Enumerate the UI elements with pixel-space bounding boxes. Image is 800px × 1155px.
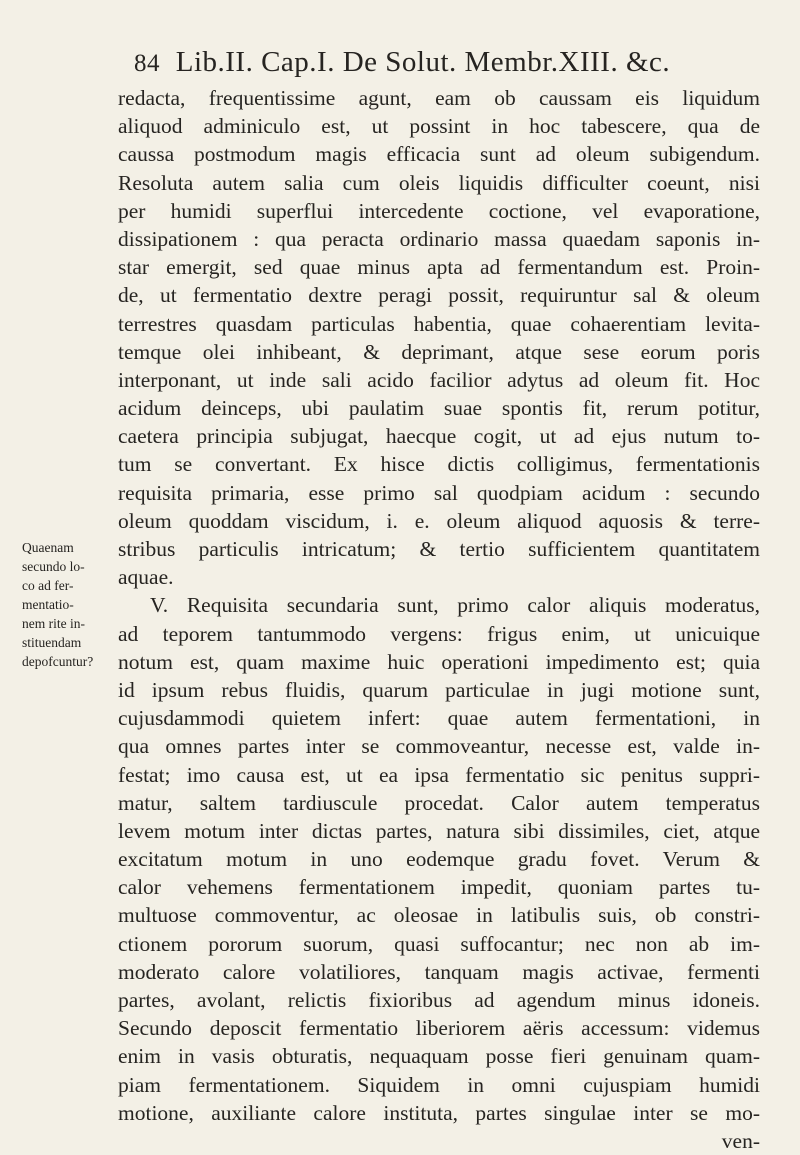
text-line: de, ut fermentatio dextre peragi possit, requiruntur sal & oleum <box>118 283 760 308</box>
page-number: 84 <box>134 50 160 77</box>
text-line: calor vehemens fermentationem impedit, quoniam partes tu- <box>118 875 760 900</box>
text-line: matur, saltem tardiuscule procedat. Calor autem temperatus <box>118 790 760 815</box>
margin-note-line: co ad fer- <box>22 578 74 593</box>
text-line: oleum quoddam viscidum, i. e. oleum aliquod aquosis & terre- <box>118 508 760 533</box>
text-line: ad teporem tantummodo vergens: frigus enim, ut unicuique <box>118 621 760 646</box>
margin-note <box>22 538 118 671</box>
text-line: aquae. <box>118 565 174 590</box>
text-line: Secundo deposcit fermentatio liberiorem aëris accessum: videmus <box>118 1016 760 1041</box>
running-title: Lib.II. Cap.I. De Solut. Membr.XIII. &c. <box>175 46 671 78</box>
text-line: redacta, frequentissime agunt, eam ob caussam eis liquidum <box>118 86 760 110</box>
text-line: multuose commoventur, ac oleosae in latibulis suis, ob constri- <box>118 903 760 928</box>
margin-note-line: mentatio- <box>22 597 74 612</box>
text-line: festat; imo causa est, ut ea ipsa fermentatio sic penitus suppri- <box>118 762 760 787</box>
text-line: acidum deinceps, ubi paulatim suae spontis fit, rerum potitur, <box>118 396 760 421</box>
text-line: temque olei inhibeant, & deprimant, atque sese eorum poris <box>118 339 760 364</box>
text-line: moderato calore volatiliores, tanquam magis activae, fermenti <box>118 959 760 984</box>
text-line: enim in vasis obturatis, nequaquam posse fieri genuinam quam- <box>118 1044 760 1069</box>
margin-note-line: nem rite in- <box>22 616 85 631</box>
text-line: levem motum inter dictas partes, natura sibi dissimiles, ciet, atque <box>118 818 760 843</box>
text-line: terrestres quasdam particulas habentia, quae cohaerentiam levita- <box>118 311 760 336</box>
margin-note-line: Quaenam <box>22 540 74 555</box>
text-line: partes, avolant, relictis fixioribus ad agendum minus idoneis. <box>118 988 760 1012</box>
body-text <box>118 84 760 1155</box>
text-line: piam fermentationem. Siquidem in omni cujuspiam humidi <box>118 1072 760 1097</box>
text-line: notum est, quam maxime huic operationi impedimento est; quia <box>118 649 760 674</box>
running-header <box>134 46 754 79</box>
text-line: ctionem pororum suorum, quasi suffocantur; nec non ab im- <box>118 931 760 956</box>
text-line: star emergit, sed quae minus apta ad fermentandum est. Proin- <box>118 255 760 280</box>
text-line: stribus particulis intricatum; & tertio sufficientem quantitatem <box>118 537 760 561</box>
text-line: tum se convertant. Ex hisce dictis colligimus, fermentationis <box>118 452 760 477</box>
text-line: caussa postmodum magis efficacia sunt ad oleum subigendum. <box>118 142 760 167</box>
margin-note-line: stituendam <box>22 635 82 650</box>
text-line: requisita primaria, esse primo sal quodpiam acidum : secundo <box>118 480 760 505</box>
text-line: Resoluta autem salia cum oleis liquidis difficulter coeunt, nisi <box>118 170 760 195</box>
section-heading-line: V. Requisita secundaria sunt, primo calor aliquis moderatus, <box>150 593 760 618</box>
text-line: qua omnes partes inter se commoveantur, necesse est, valde in- <box>118 734 760 759</box>
catchword: ven- <box>721 1128 760 1153</box>
margin-note-line: secundo lo- <box>22 559 85 574</box>
text-line: excitatum motum in uno eodemque gradu fovet. Verum & <box>118 847 760 872</box>
text-line: aliquod adminiculo est, ut possint in hoc tabescere, qua de <box>118 114 760 139</box>
text-line: dissipationem : qua peracta ordinario massa quaedam saponis in- <box>118 226 760 251</box>
text-line: per humidi superflui intercedente coctione, vel evaporatione, <box>118 198 760 223</box>
text-line: cujusdammodi quietem infert: quae autem fermentationi, in <box>118 706 760 731</box>
text-line: interponant, ut inde sali acido facilior adytus ad oleum fit. Hoc <box>118 367 760 392</box>
text-line: id ipsum rebus fluidis, quarum particulae in jugi motione sunt, <box>118 677 760 702</box>
text-line: motione, auxiliante calore instituta, partes singulae inter se mo- <box>118 1100 760 1125</box>
margin-note-line: depofcuntur? <box>22 654 94 669</box>
text-line: caetera principia subjugat, haecque cogit, ut ad ejus nutum to- <box>118 424 760 449</box>
